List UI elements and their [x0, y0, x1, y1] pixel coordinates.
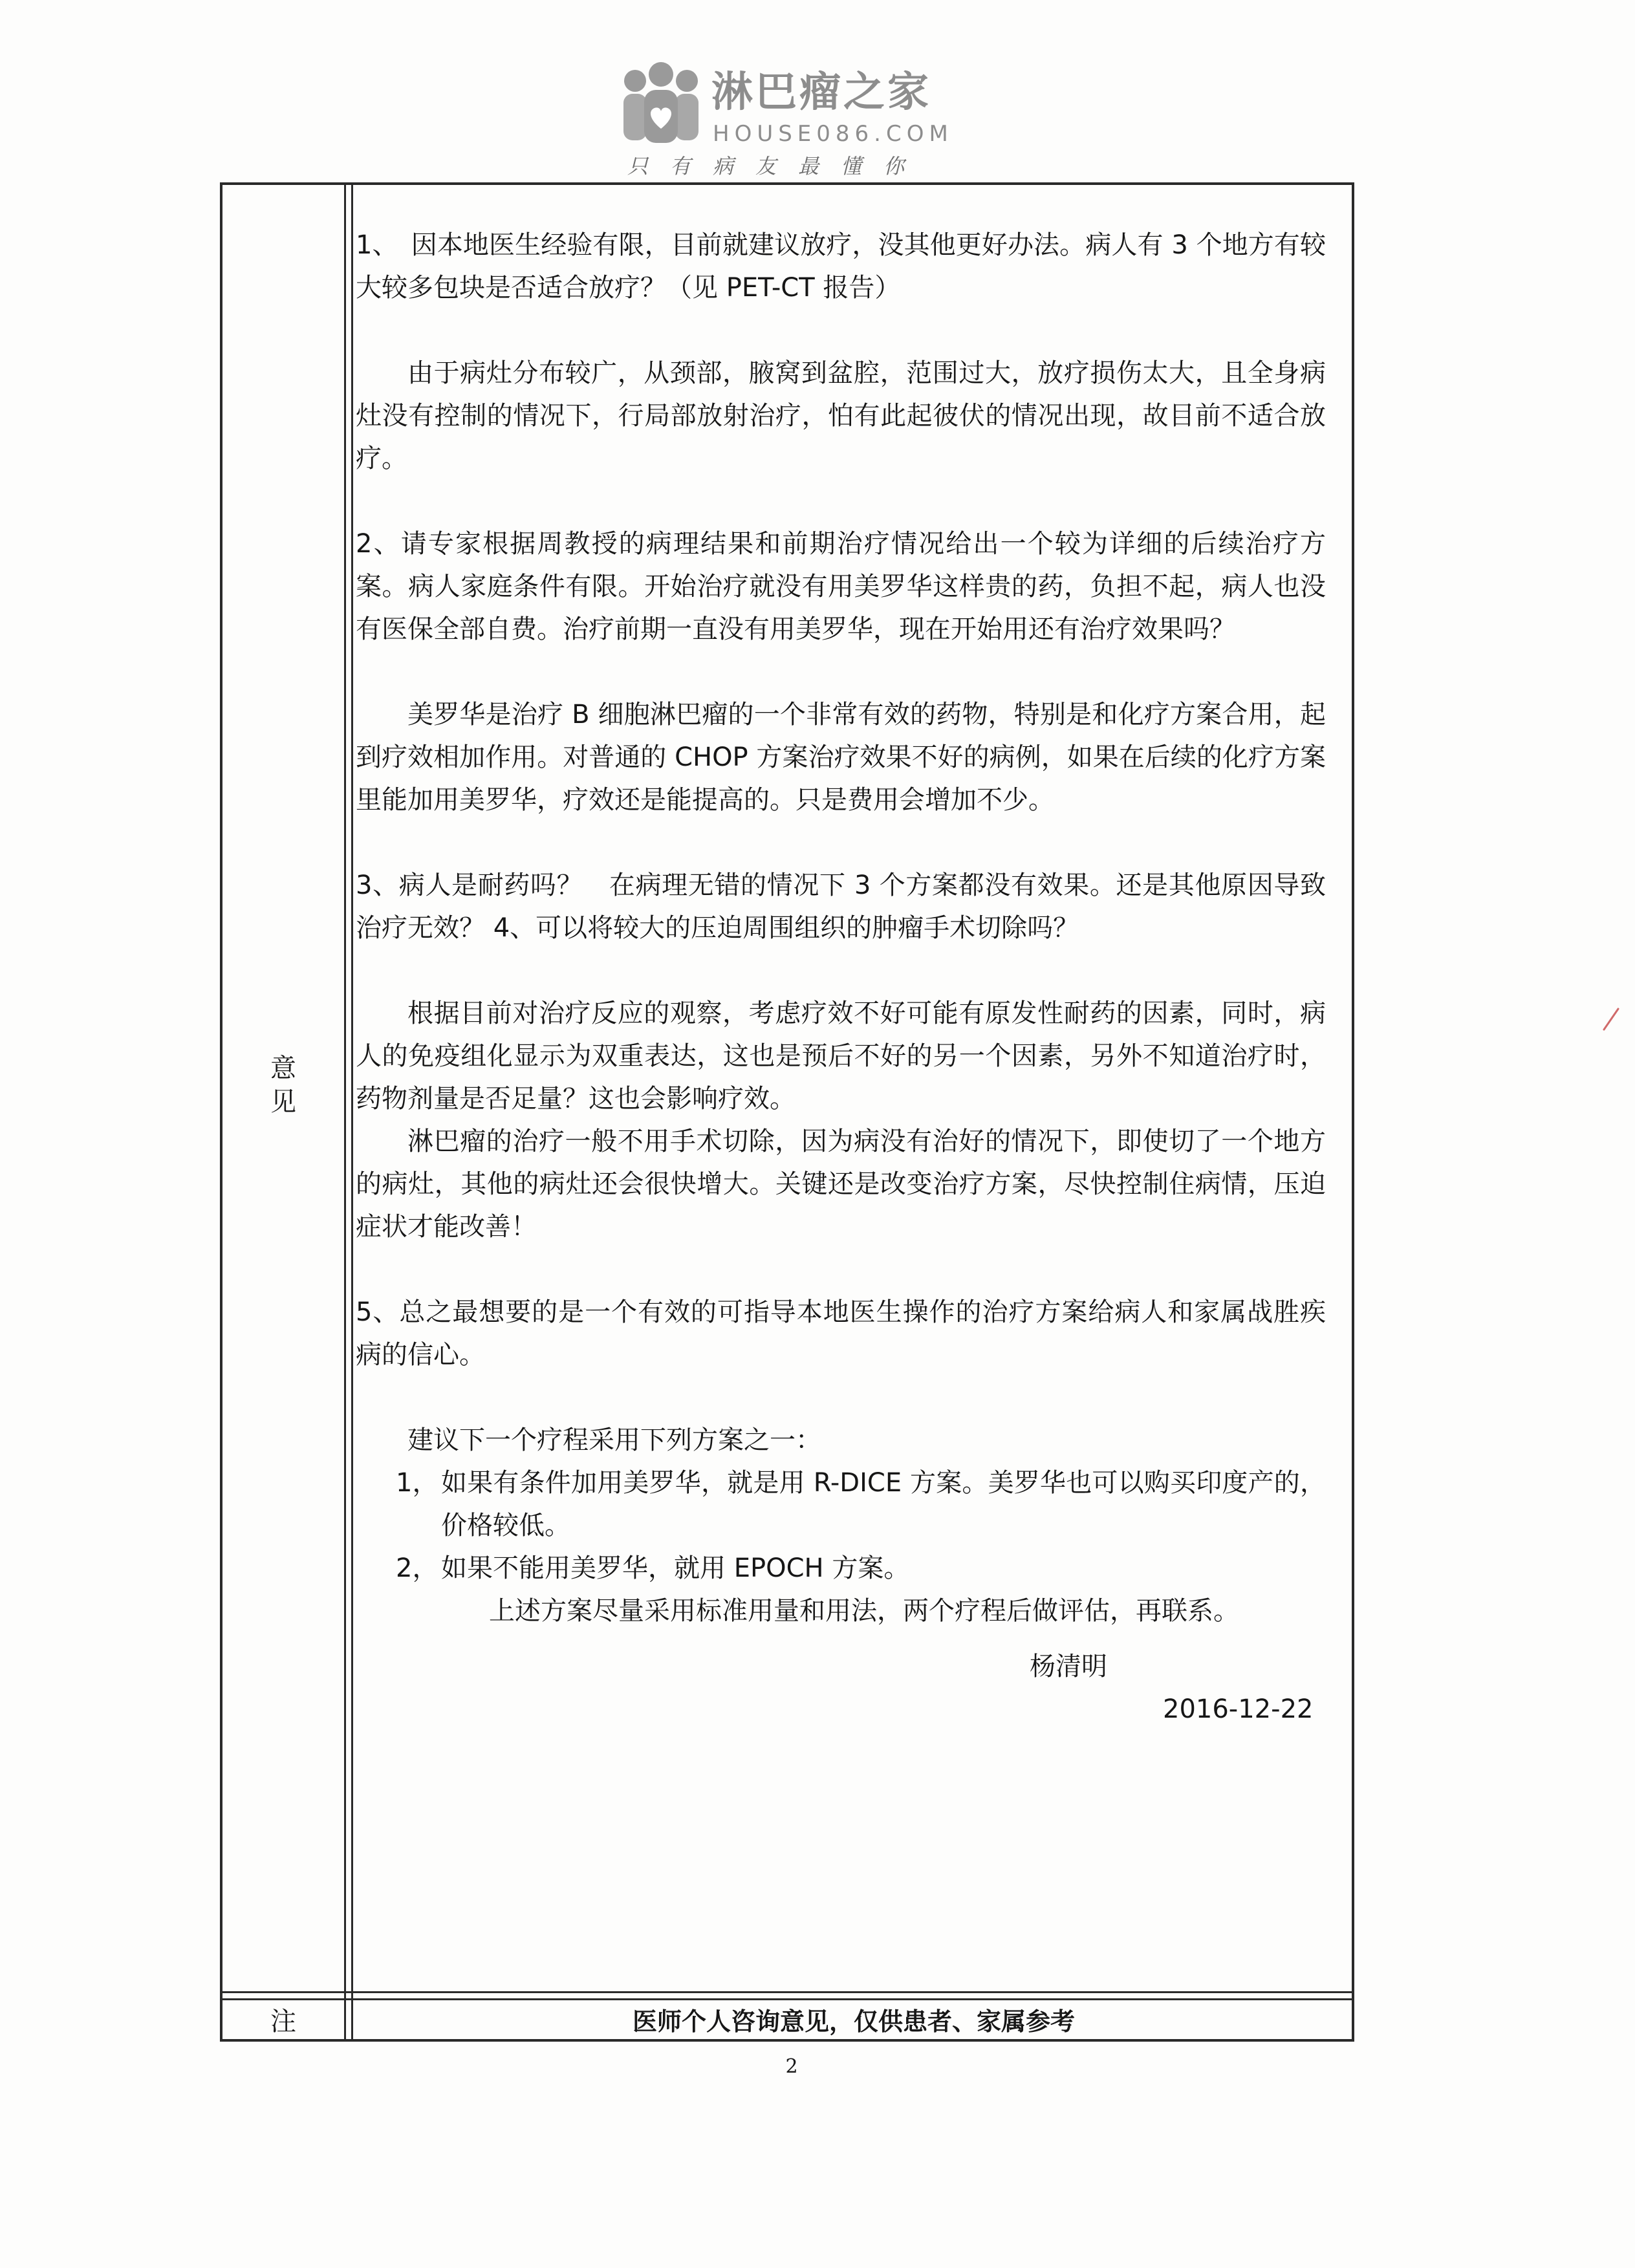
doctor-signature-name: 杨清明 — [1030, 1652, 1107, 1681]
pen-mark-icon — [1601, 1006, 1621, 1032]
recommendation-item — [356, 1547, 1326, 1590]
answer-3: 根据目前对治疗反应的观察，考虑疗效不好可能有原发性耐药的因素，同时，病人的免疫组化显示为双重表达，这也是预后不好的另一个因素，另外不知道治疗时，药物剂量是否足量？这也会影响疗效。 — [356, 999, 1326, 1114]
column-divider — [344, 185, 353, 2039]
logo-title: 淋巴瘤之家 — [711, 69, 931, 116]
answer-2: 美罗华是治疗 B 细胞淋巴瘤的一个非常有效的药物，特别是和化疗方案合用，起到疗效相加作用。对普通的 CHOP 方案治疗效果不好的病例，如果在后续的化疗方案里能加用美罗华，疗效还是能提高的。只是费用会增加不少。 — [356, 700, 1326, 815]
page-number: 2 — [785, 2055, 798, 2078]
recommendation-item-number: 1， — [396, 1468, 439, 1498]
answer-4: 淋巴瘤的治疗一般不用手术切除，因为病没有治好的情况下，即使切了一个地方的病灶，其他的病灶还会很快增大。关键还是改变治疗方案，尽快控制住病情，压迫症状才能改善！ — [356, 1127, 1326, 1242]
question-2: 2、请专家根据周教授的病理结果和前期治疗情况给出一个较为详细的后续治疗方案。病人家庭条件有限。开始治疗就没有用美罗华这样贵的药，负担不起，病人也没有医保全部自费。治疗前期一直没有用美罗华，现在开始用还有治疗效果吗？ — [356, 529, 1326, 644]
question-5: 5、总之最想要的是一个有效的可指导本地医生操作的治疗方案给病人和家属战胜疾病的信心。 — [356, 1297, 1326, 1370]
recommendation-item-text: 如果有条件加用美罗华，就是用 R-DICE 方案。美罗华也可以购买印度产的，价格较低。 — [441, 1468, 1326, 1540]
question-1: 1、 因本地医生经验有限，目前就建议放疗，没其他更好办法。病人有 3 个地方有较大较多包块是否适合放疗？（见 PET-CT 报告） — [356, 230, 1326, 303]
opinion-label-char-1: 意 — [270, 1053, 296, 1083]
question-3-4: 3、病人是耐药吗？ 在病理无错的情况下 3 个方案都没有效果。还是其他原因导致治疗无效？ 4、可以将较大的压迫周围组织的肿瘤手术切除吗？ — [356, 870, 1326, 943]
note-text: 医师个人咨询意见，仅供患者、家属参考 — [632, 2007, 1075, 2036]
recommendation-intro: 建议下一个疗程采用下列方案之一： — [407, 1425, 821, 1455]
note-label: 注 — [270, 2007, 296, 2036]
people-heart-icon — [621, 61, 701, 146]
recommendation-item-number: 2， — [396, 1553, 439, 1583]
signature-date: 2016-12-22 — [1163, 1694, 1314, 1724]
answer-1: 由于病灶分布较广，从颈部，腋窝到盆腔，范围过大，放疗损伤太大，且全身病灶没有控制的情况下，行局部放射治疗，怕有此起彼伏的情况出现，故目前不适合放疗。 — [356, 358, 1326, 473]
site-logo — [621, 61, 1009, 184]
recommendation-summary: 上述方案尽量采用标准用量和用法，两个疗程后做评估，再联系。 — [489, 1596, 1239, 1626]
recommendation-item — [356, 1462, 1326, 1547]
row-divider — [222, 1991, 1352, 2000]
logo-slogan: 只有病友最懂你 — [627, 154, 927, 178]
opinion-content — [356, 224, 1326, 1731]
consultation-table — [220, 182, 1354, 2042]
recommendation-item-text: 如果不能用美罗华，就用 EPOCH 方案。 — [441, 1553, 910, 1583]
opinion-label — [222, 1052, 344, 1119]
logo-url: HOUSE086.COM — [713, 121, 953, 147]
opinion-label-char-2: 见 — [270, 1087, 296, 1117]
